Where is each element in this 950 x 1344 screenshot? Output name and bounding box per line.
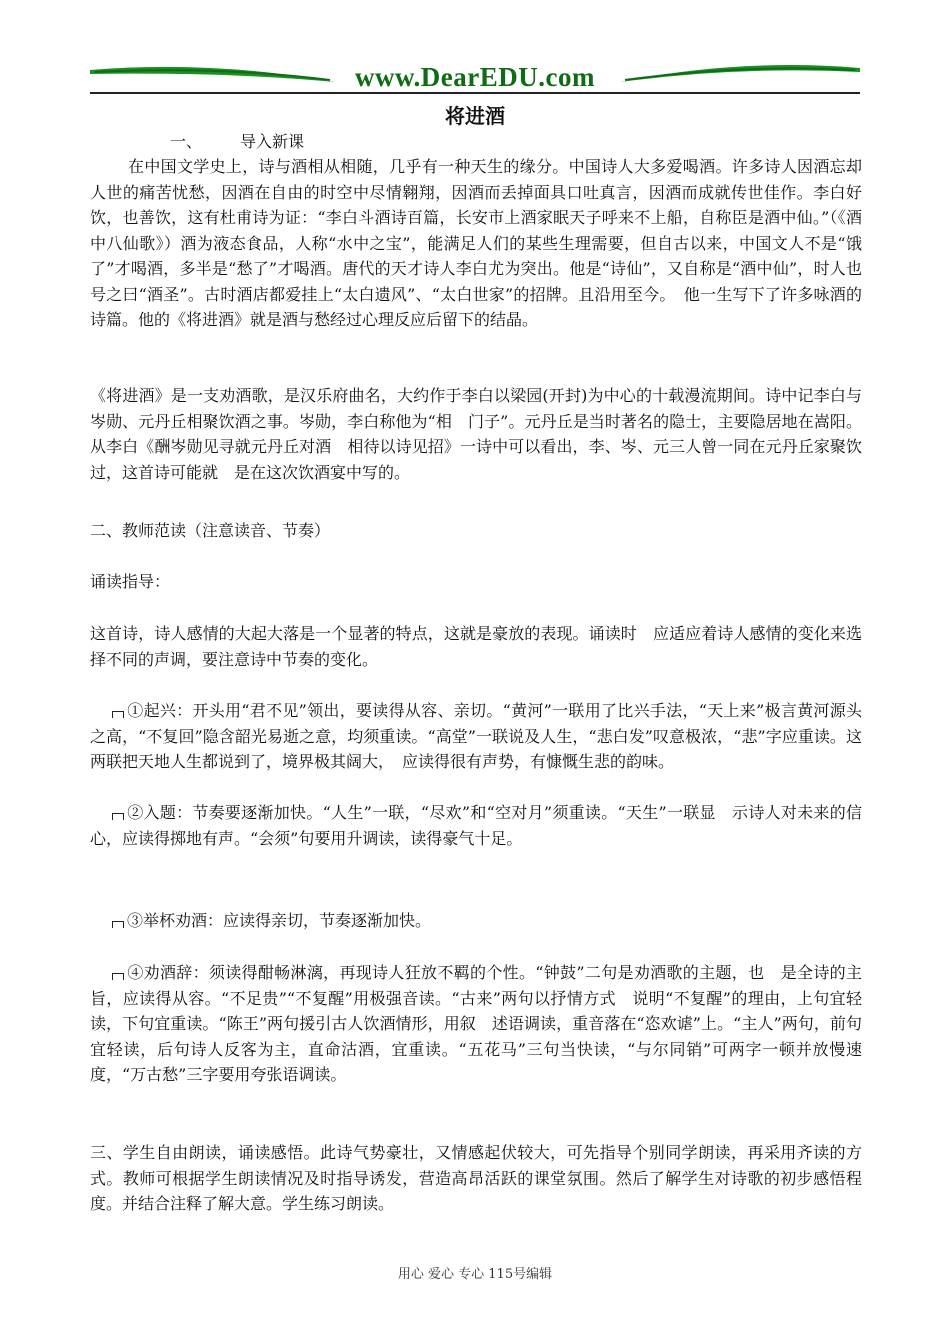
- section-2-heading: 二、教师范读（注意读音、节奏）: [90, 521, 331, 540]
- intro-paragraph: 在中国文学史上，诗与酒相从相随，几乎有一种天生的缘分。中国诗人大多爱喝酒。许多诗人因酒忘却人世的痛苦忧愁，因酒在自由的时空中尽情翱翔，因酒而丢掉面具口吐真言，因酒而成就传世佳作。李白好饮，也善饮，这有杜甫诗为证：“李白斗酒诗百篇，长安市上酒家眠天子呼来不上船，自称臣是酒中仙。”（《酒中八仙歌》）酒为液态食品，人称“水中之宝”，能满足人们的某些生理需要，但自古以来，中国文人不是“饿了”才喝酒，多半是“愁了”才喝酒。唐代的天才诗人李白尤为突出。他是“诗仙”，又自称是“酒中仙”，时人也号之曰“酒圣”。古时酒店都爱挂上“太白遗风”、“太白世家”的招牌。且沿用至今。 他一生写下了许多咏酒的诗篇。他的《将进酒》就是酒与愁经过心理反应后留下的结晶。: [90, 157, 862, 329]
- guide-item-1: [90, 698, 862, 775]
- background-paragraph: 《将进酒》是一支劝酒歌，是汉乐府曲名，大约作于李白以梁园(开封)为中心的十载漫流期间。诗中记李白与岑勋、元丹丘相聚饮酒之事。岑勋，李白称他为“相 门子”。元丹丘是当时著名的隐士，主要隐居地在嵩阳。从李白《酬岑勋见寻就元丹丘对酒 相待以诗见招》一诗中可以看出，李、岑、元三人曾一同在元丹丘家聚饮过，这首诗可能就 是在这次饮酒宴中写的。: [90, 386, 862, 482]
- guide-item-4-text: ④劝酒辞：须读得酣畅淋漓，再现诗人狂放不羁的个性。“钟鼓”二句是劝酒歌的主题，也 是全诗的主旨，应读得从容。“不足贵”“不复醒”用极强音读。“古来”两句以抒情方式 说明“不复醒”的理由，上句宜轻读，下句宜重读。“陈王”两句援引古人饮酒情形，用叙 述语调读，重音落在“恣欢谑”上。“主人”两句，前句宜轻读，后句诗人反客为主，直命沽酒，宜重读。“五花马”三句当快读，“与尔同销”可两字一顿并放慢速度，“万古愁”三字要用夸张语调读。: [90, 963, 862, 1084]
- bracket-mark: [112, 711, 124, 718]
- section-3-paragraph: 三、学生自由朗读，诵读感悟。此诗气势豪壮，又情感起伏较大，可先指导个别同学朗读，再采用齐读的方式。教师可根据学生朗读情况及时指导诱发，营造高昂活跃的课堂氛围。然后了解学生对诗歌的初步感悟程度。并结合注释了解大意。学生练习朗读。: [90, 1143, 862, 1213]
- header-rule: [90, 92, 860, 94]
- guide-item-3: [90, 908, 862, 934]
- bracket-mark: [112, 813, 124, 820]
- bracket-mark: [112, 973, 124, 980]
- reading-guide-intro: 这首诗，诗人感情的大起大落是一个显著的特点，这就是豪放的表现。诵读时 应适应着诗人感情的变化来选择不同的声调，要注意诗中节奏的变化。: [90, 624, 862, 669]
- guide-item-1-text: ①起兴：开头用“君不见”领出，要读得从容、亲切。“黄河”一联用了比兴手法，“天上来”极言黄河源头之高，“不复回”隐含韶光易逝之意，均须重读。“高堂”一联说及人生，“悲白发”叹意极浓，“悲”字应重读。这两联把天地人生都说到了，境界极其阔大， 应读得很有声势，有慷慨生悲的韵味。: [90, 701, 862, 771]
- section-1-heading: [170, 129, 870, 155]
- guide-item-2-text: ②入题：节奏要逐渐加快。“人生”一联，“尽欢”和“空对月”须重读。“天生”一联显 示诗人对未来的信心，应读得掷地有声。“会须”句要用升调读，读得豪气十足。: [90, 803, 862, 848]
- section-1-title: 导入新课: [240, 132, 305, 151]
- site-header-banner: [90, 58, 860, 94]
- section-1-number: 一、: [170, 132, 203, 151]
- site-name: www.DearEDU.com: [355, 62, 595, 92]
- page-title: 将进酒: [445, 104, 505, 128]
- reading-guide-label: 诵读指导：: [90, 572, 171, 591]
- guide-item-3-text: ③举杯劝酒：应读得亲切，节奏逐渐加快。: [127, 911, 432, 930]
- bracket-mark: [112, 921, 124, 928]
- guide-item-4: [90, 960, 862, 1088]
- page-footer: 用心 爱心 专心 115号编辑: [397, 1267, 553, 1282]
- guide-item-2: [90, 800, 862, 851]
